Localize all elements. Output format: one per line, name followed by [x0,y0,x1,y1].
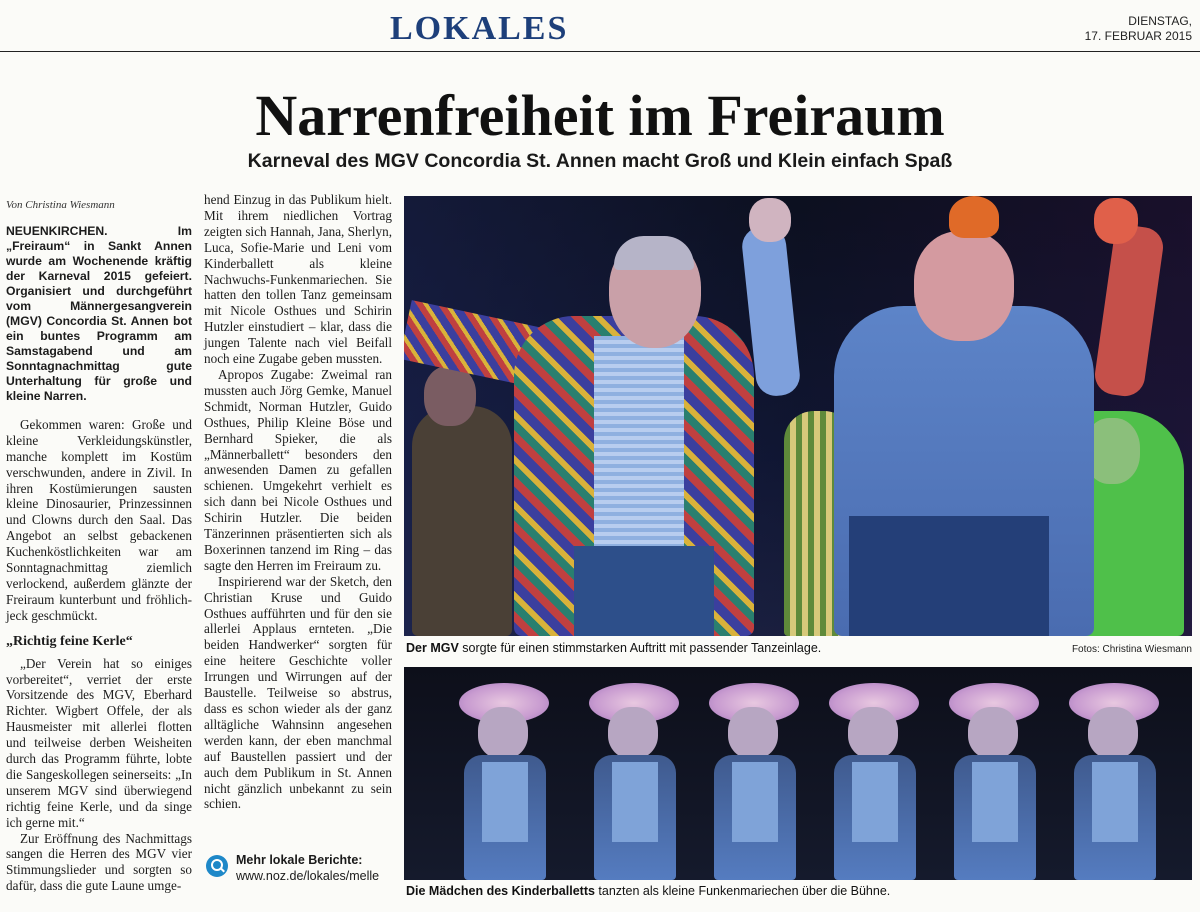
caption-text: sorgte für einen stimmstarken Auftritt mit passender Tanzeinlage. [458,641,822,655]
more-reports-title: Mehr lokale Berichte: [236,853,363,867]
face [478,707,528,759]
article-column-2 [204,192,392,812]
byline: Von Christina Wiesmann [6,199,115,211]
vest [852,762,898,842]
dancer-girl [444,667,564,880]
paragraph: hend Einzug in das Publikum hielt. Mit ihrem niedlichen Vortrag zeigten sich Hannah, Jana, Sherlyn, Luca, Sofie-Marie und Leni vom Kinderballett als kleine Nachwuchs-Funkenmariechen. Sie hatten den tollen Tanz gemeinsam mit Nicole Osthues und Schirin Hutzler einstudiert – klar, dass die jungen Talente nach viel Beifall noch eine Zugabe geben mussten. [204,192,392,367]
vest [972,762,1018,842]
face [848,707,898,759]
paragraph: „Der Verein hat so einiges vorbereitet“, verriet der erste Vorsitzende des MGV, Eberhard Richter. Wigbert Offele, der als Hausmeister mit allerlei flotten und teilweise derben Weisheiten durch das Programm führte, lobte die Sangeskollegen seinerseits: „In unserem MGV sind überwiegend richtig feine Kerle, und da singe ich gerne mit.“ [6,655,192,830]
fist [1094,198,1138,244]
more-reports-link[interactable]: www.noz.de/lokales/melle [236,869,380,883]
checked-shirt [594,336,684,556]
jeans [574,546,714,636]
vest [732,762,778,842]
photo-caption-1 [406,641,821,655]
article-subhead: „Richtig feine Kerle“ [6,633,133,649]
dancer-girl [814,667,934,880]
section-title: LOKALES [390,10,569,47]
face [728,707,778,759]
paragraph: Inspirierend war der Sketch, den Christian Kruse und Guido Osthues aufführten und für den sie allerlei Applaus ernteten. „Die beiden Handwerker“ sorgten für eine heitere Geschichte voller Irrungen und Wirrungen auf der Baustelle. Teilweise so abstrus, dass es schon wieder als der ganz alltägliche Wahnsinn angesehen werden kann, der eben manchmal auf Baustellen passiert und der auch dem Publikum in St. Annen nicht gänzlich unbekannt zu sein schien. [204,573,392,812]
dancer-girl [694,667,814,880]
photo-credit: Fotos: Christina Wiesmann [1071,644,1192,655]
funny-hat [949,196,999,238]
article-headline: Narrenfreiheit im Freiraum [255,83,945,148]
issue-date [1085,14,1192,44]
background-person-head [424,366,476,426]
vest [1092,762,1138,842]
issue-date-value: 17. FEBRUAR 2015 [1084,29,1192,43]
face [968,707,1018,759]
background-person [412,406,512,636]
jeans [849,516,1049,636]
article-subheadline: Karneval des MGV Concordia St. Annen macht Groß und Klein einfach Spaß [247,150,953,172]
man-hair [614,236,694,270]
caption-text: tanzten als kleine Funkenmariechen über die Bühne. [594,884,891,898]
masthead [0,0,1200,52]
photo-mgv-stage [404,196,1192,636]
vest [612,762,658,842]
search-icon [206,855,228,877]
dancer-girl [574,667,694,880]
article-column-1 [6,198,192,894]
issue-day: DIENSTAG, [1128,14,1192,28]
photo-kinderballett [404,667,1192,880]
lead-paragraph: NEUENKIRCHEN. Im „Freiraum“ in Sankt Annen wurde am Wochenende kräftig der Karneval 2015 gefeiert. Organisiert und durchgeführt vom Männergesangverein (MGV) Concordia St. Annen bot ein buntes Programm am Samstagabend und am Sonntagnachmittag gute Unterhaltung für große und kleine Narren. [6,223,192,403]
paragraph: Zur Eröffnung des Nachmittags sangen die Herren des MGV vier Stimmungslieder und sorgten so dafür, dass die gute Laune umge- [6,830,192,894]
dancer-girl [934,667,1054,880]
fist [749,198,791,242]
caption-bold: Der MGV [406,641,459,655]
paragraph: Gekommen waren: Große und kleine Verkleidungskünstler, manche komplett im Kostüm verschwunden, andere in Zivil. In ihren Kostümierungen sausten kleine Dinosaurier, Prinzessinnen und Clowns durch den Saal. Das Angebot an selbst gebackenen Kuchenköstlichkeiten war am Sonntagnachmittag ziemlich verlockend, außerdem glänzte der Freiraum kunterbunt und fröhlich-jeck geschmückt. [6,416,192,623]
vest [482,762,528,842]
dancer-girl [1054,667,1174,880]
face [1088,707,1138,759]
photo-caption-2 [406,884,890,898]
caption-bold: Die Mädchen des Kinderballetts [406,884,595,898]
man-head [914,231,1014,341]
face [608,707,658,759]
paragraph: Apropos Zugabe: Zweimal ran mussten auch Jörg Gemke, Manuel Schmidt, Norman Hutzler, Guido Osthues, Philip Kleine Böse und Bernhard Spieker, die als „Männerballett“ besonders den anwesenden Damen zu gefallen schienen. Umgekehrt verhielt es sich dann bei Nicole Osthues und Schirin Hutzler. Die beiden Tänzerinnen präsentierten sich als Boxerinnen tanzend im Ring – das sagte den Herren im Freiraum zu. [204,366,392,573]
